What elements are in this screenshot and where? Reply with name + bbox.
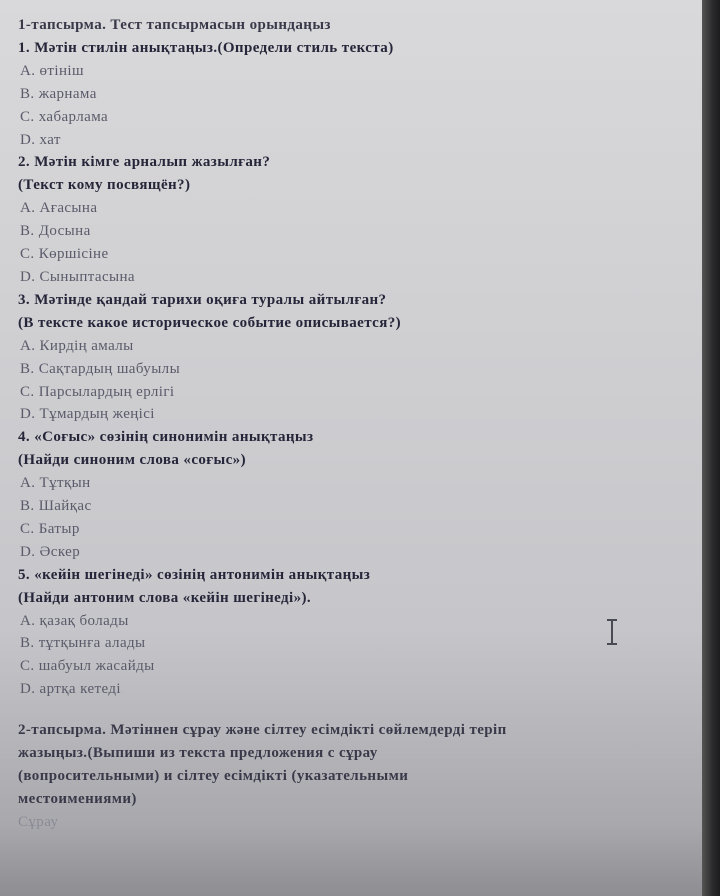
q4-option-b: B. Шайқас [20,498,92,515]
q1-option-d: D. хат [20,131,61,148]
question-4: 4. «Соғыс» сөзінің синонимін анықтаңыз [18,429,314,446]
question-1: 1. Мәтін стилін анықтаңыз.(Определи стиль текста) [18,39,394,56]
q3-option-a: A. Кирдің амалы [20,337,134,354]
q2-option-a: A. Ағасына [20,200,98,217]
document [18,14,702,834]
q1-option-b: B. жарнама [20,85,97,102]
question-3-ru: (В тексте какое историческое событие описывается?) [18,314,402,331]
q3-option-c: C. Парсылардың ерлігі [20,383,175,400]
task2-partial: Сұрау [18,813,59,830]
q3-option-d: D. Тұмардың жеңісі [20,406,155,423]
task2-line-3: (вопросительными) и сілтеу есімдікті (указательными [18,768,409,784]
q2-option-d: D. Сыныптасына [20,268,135,285]
q5-option-c: C. шабуыл жасайды [20,658,155,675]
question-2: 2. Мәтін кімге арналып жазылған? [18,154,271,171]
q2-option-c: C. Көршісіне [20,246,109,263]
q2-option-b: B. Досына [20,223,91,240]
question-2-ru: (Текст кому посвящён?) [18,177,191,194]
question-4-ru: (Найди синоним слова «соғыс») [18,452,246,469]
question-5: 5. «кейін шегінеді» сөзінің антонимін анықтаңыз [18,566,371,583]
q4-option-d: D. Әскер [20,543,81,560]
question-3: 3. Мәтінде қандай тарихи оқиға туралы айтылған? [18,291,387,308]
q4-option-a: A. Тұтқын [20,475,91,492]
q1-option-a: A. өтініш [20,62,84,79]
q5-option-b: B. тұтқынға алады [20,635,146,652]
task2-line-1: 2-тапсырма. Мәтіннен сұрау және сілтеу есімдікті сөйлемдерді теріп [18,722,507,739]
question-5-ru: (Найди антоним слова «кейін шегінеді»). [18,589,312,606]
q5-option-d: D. артқа кетеді [20,681,121,698]
q3-option-b: B. Сақтардың шабуылы [20,360,181,377]
q5-option-a: A. қазақ болады [20,612,129,629]
task2-line-2: жазыңыз.(Выпиши из текста предложения с сұрау [18,745,378,762]
task2-line-4: местоимениями) [18,790,137,807]
q4-option-c: C. Батыр [20,520,80,537]
monitor-bezel [702,0,720,896]
task1-header: 1-тапсырма. Тест тапсырмасын орындаңыз [18,17,331,33]
text-cursor-icon [604,618,620,646]
q1-option-c: C. хабарлама [20,108,109,125]
